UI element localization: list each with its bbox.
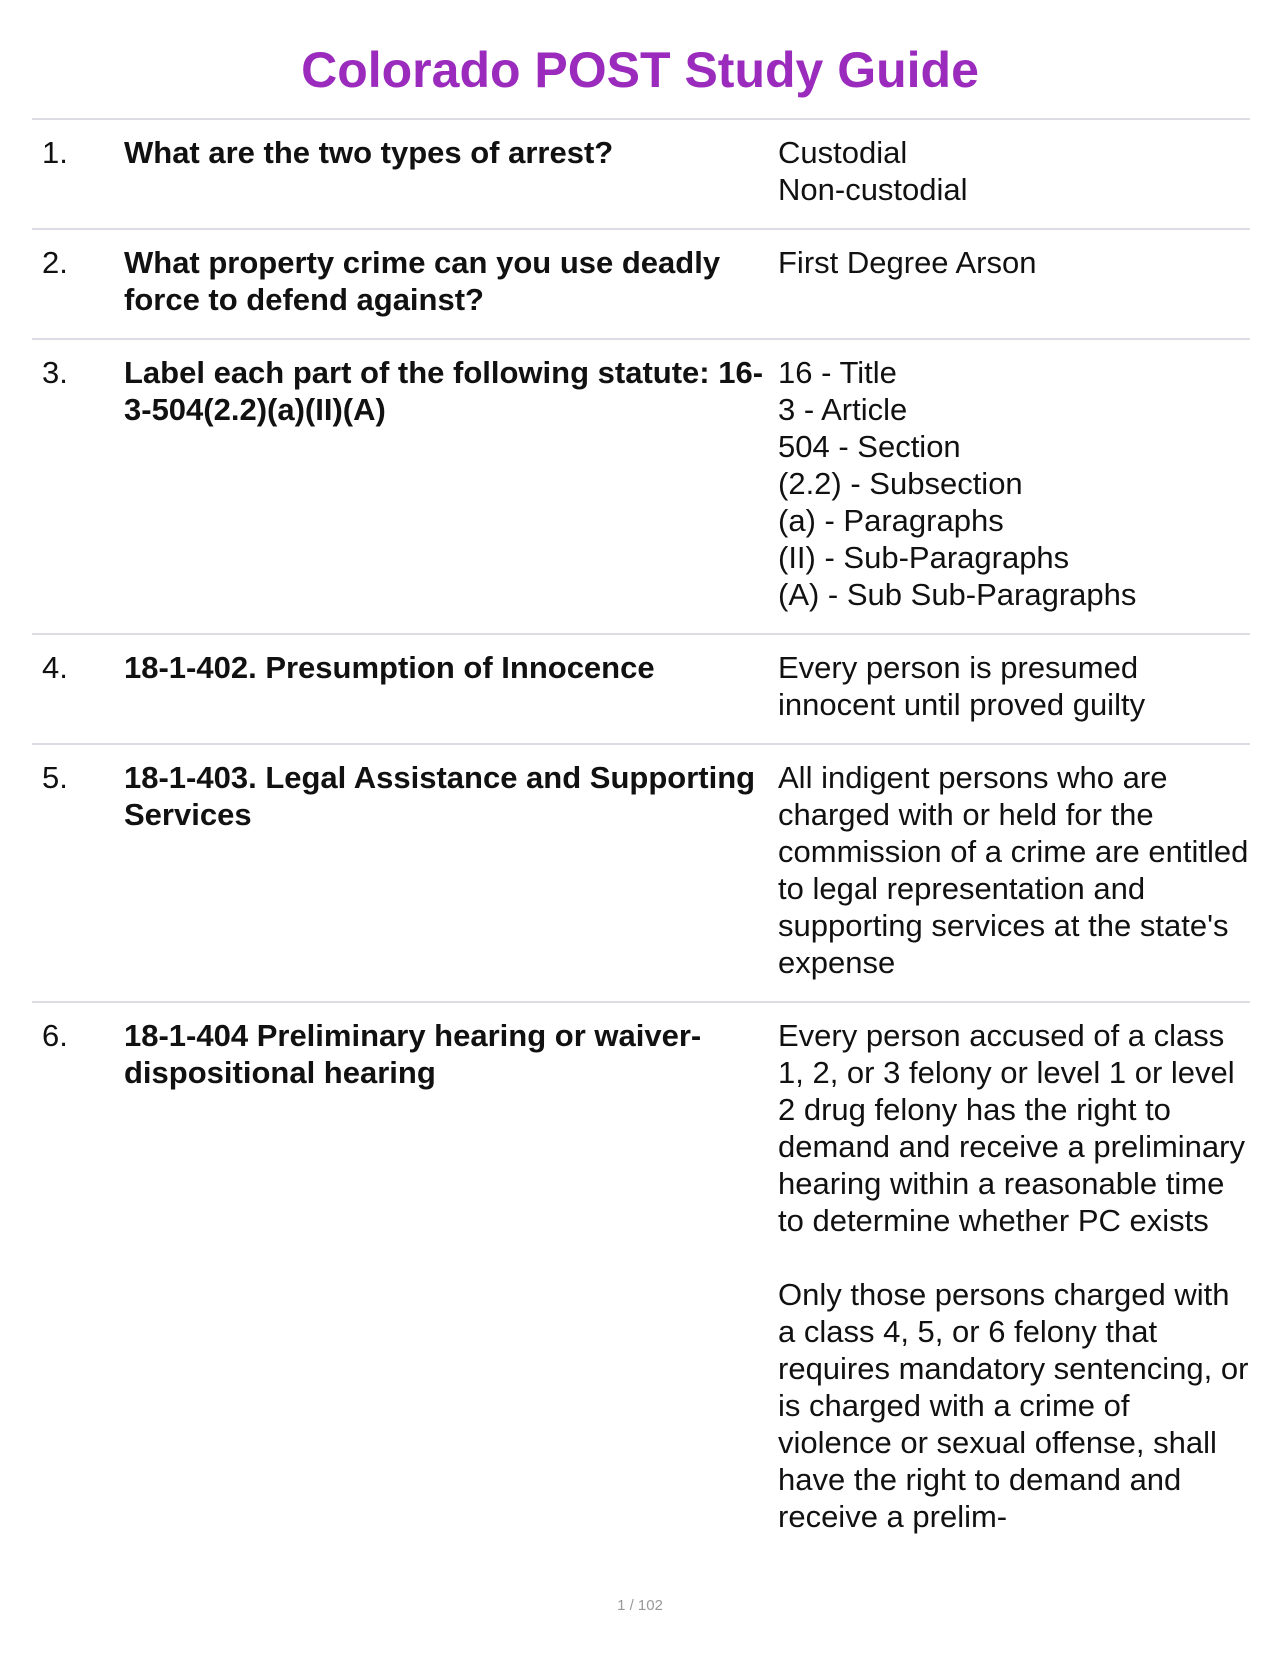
qa-list — [32, 118, 1250, 1555]
page-number: 1 / 102 — [617, 1597, 663, 1614]
answer-line: First Degree Arson — [778, 245, 1037, 280]
page-title: Colorado POST Study Guide — [301, 42, 979, 98]
answer-text — [774, 649, 1250, 723]
answer-paragraph: Every person is presumed innocent until proved guilty — [778, 650, 1146, 722]
answer-line: (II) - Sub-Paragraphs — [778, 540, 1070, 575]
item-number: 3. — [42, 355, 68, 390]
item-number: 2. — [42, 245, 68, 280]
answer-line: (2.2) - Subsection — [778, 466, 1023, 501]
question-text: 18-1-402. Presumption of Innocence — [124, 650, 655, 685]
question-text: What property crime can you use deadly force to defend against? — [124, 245, 721, 317]
answer-line: (A) - Sub Sub-Paragraphs — [778, 577, 1137, 612]
item-number: 5. — [42, 760, 68, 795]
question-text: Label each part of the following statute: 16-3-504(2.2)(a)(II)(A) — [124, 355, 764, 427]
question-text: 18-1-403. Legal Assistance and Supporting Services — [124, 760, 756, 832]
qa-row-4 — [32, 635, 1250, 745]
answer-line: Non-custodial — [778, 172, 968, 207]
answer-line: Custodial — [778, 135, 908, 170]
answer-paragraph: All indigent persons who are charged with or held for the commission of a crime are entitled to legal representation and supporting services at the state's expense — [778, 760, 1249, 980]
item-number: 6. — [42, 1018, 68, 1053]
answer-text — [774, 354, 1250, 613]
answer-line: 16 - Title — [778, 355, 897, 390]
answer-text — [774, 1017, 1250, 1535]
qa-row-1 — [32, 120, 1250, 230]
qa-row-3 — [32, 340, 1250, 635]
item-number: 4. — [42, 650, 68, 685]
answer-text — [774, 134, 1250, 208]
answer-text — [774, 759, 1250, 981]
answer-text — [774, 244, 1250, 281]
question-text: What are the two types of arrest? — [124, 135, 614, 170]
qa-row-6 — [32, 1003, 1250, 1555]
answer-paragraph: Every person accused of a class 1, 2, or 3 felony or level 1 or level 2 drug felony has the right to demand and receive a preliminary hearing within a reasonable time to determine whether PC exists — [778, 1018, 1245, 1238]
answer-paragraph: Only those persons charged with a class 4, 5, or 6 felony that requires mandatory sentencing, or is charged with a crime of violence or sexual offense, shall have the right to demand and receive a prelim- — [778, 1277, 1249, 1534]
item-number: 1. — [42, 135, 68, 170]
qa-row-5 — [32, 745, 1250, 1003]
question-text: 18-1-404 Preliminary hearing or waiver-dispositional hearing — [124, 1018, 702, 1090]
answer-line: 504 - Section — [778, 429, 961, 464]
answer-line: (a) - Paragraphs — [778, 503, 1004, 538]
qa-row-2 — [32, 230, 1250, 340]
answer-line: 3 - Article — [778, 392, 908, 427]
